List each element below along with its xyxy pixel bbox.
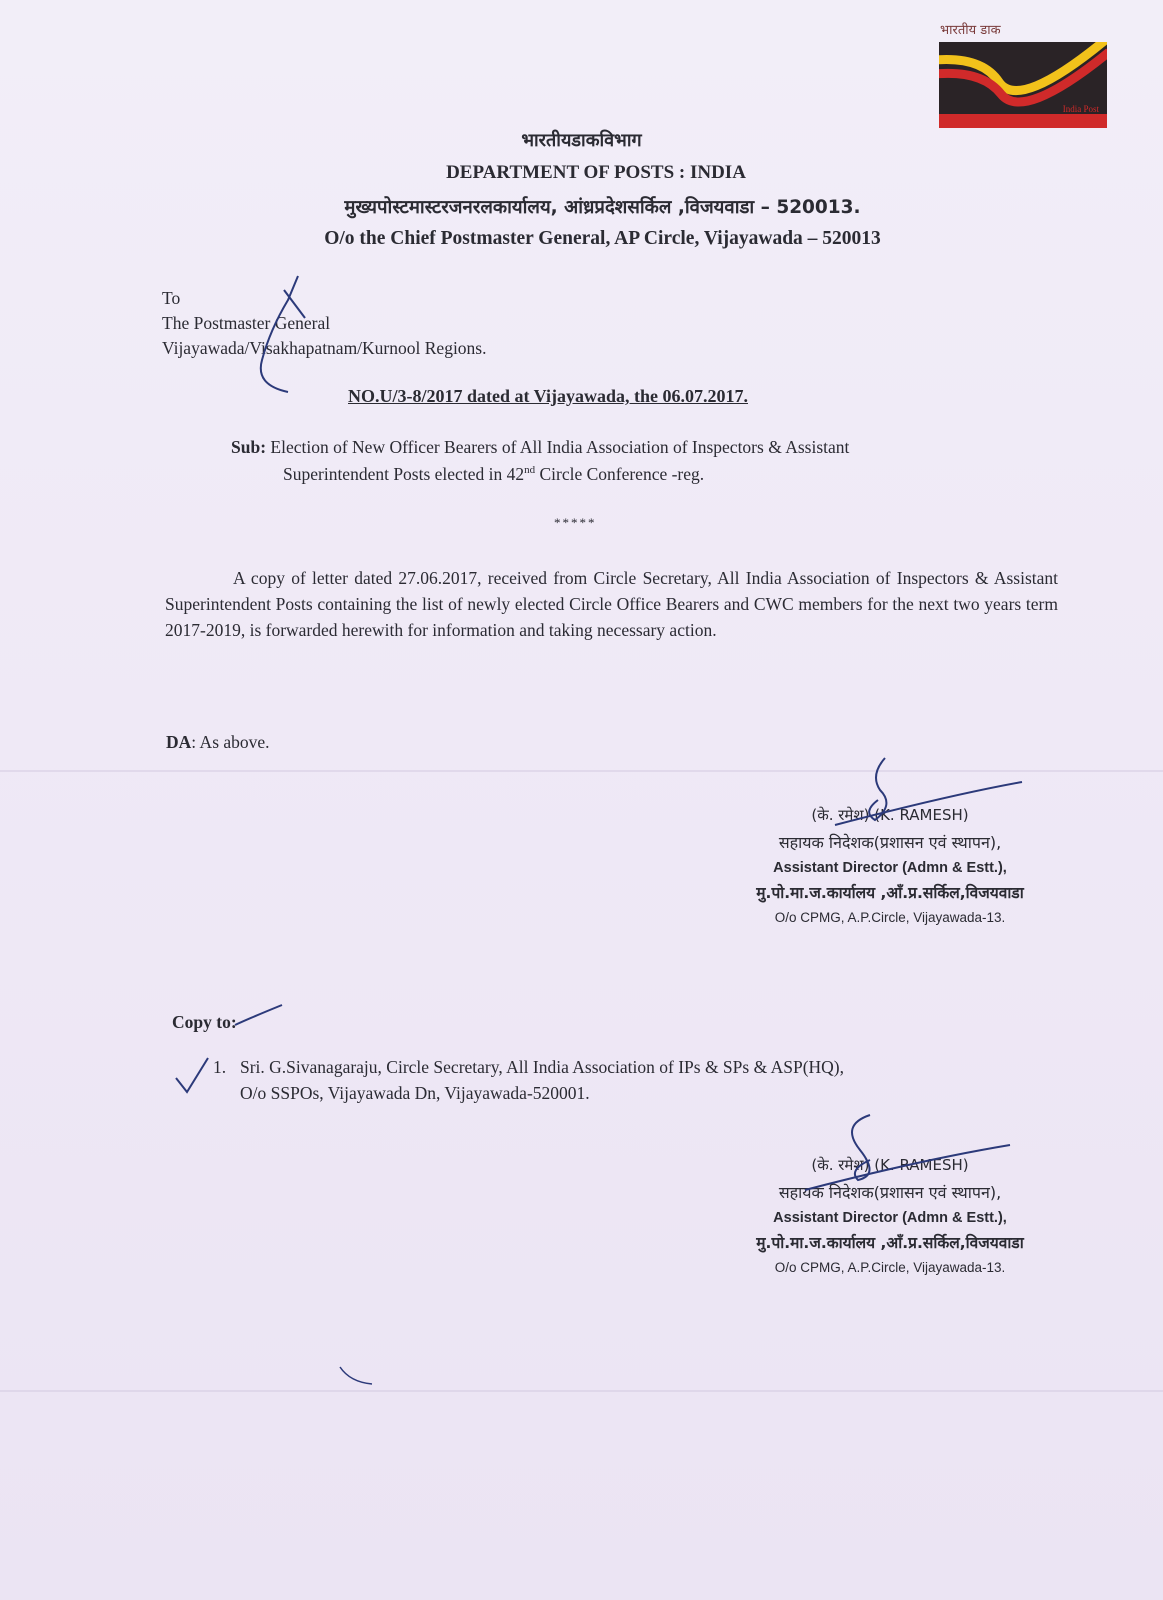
pen-stroke	[340, 1367, 372, 1384]
subject-label: Sub:	[231, 437, 267, 457]
tick-mark	[176, 1058, 208, 1092]
addressee-line-1: The Postmaster General	[162, 313, 331, 333]
addressee-line-2: Vijayawada/Visakhapatnam/Kurnool Regions.	[162, 338, 487, 358]
separator: *****	[554, 515, 597, 530]
copy-to-stroke	[235, 1005, 282, 1025]
body-paragraph: A copy of letter dated 27.06.2017, received from Circle Secretary, All India Association of Inspectors & Assistant Superintendent Posts containing the list of newly elected Circle Office Bearers and CWC members for the next two years term 2017-2019, is forwarded herewith for information and taking necessary action.	[165, 568, 1058, 640]
copy-to-label: Copy to:	[172, 1012, 237, 1032]
logo-hindi-text: भारतीय डाक	[940, 23, 1001, 38]
pen-stroke-to	[261, 276, 298, 392]
copy-item-number: 1.	[213, 1057, 227, 1077]
reference-number: NO.U/3-8/2017 dated at Vijayawada, the 06.07.2017.	[348, 386, 748, 406]
to-label: To	[162, 288, 181, 308]
office-title: O/o the Chief Postmaster General, AP Circle, Vijayawada – 520013	[324, 228, 881, 249]
signatory-name: (के. रमेश) (K. RAMESH)	[811, 806, 969, 824]
pen-stroke-to	[284, 290, 305, 318]
hindi-department-title: भारतीयडाकविभाग	[521, 130, 642, 151]
signature-stroke	[869, 758, 886, 820]
department-title: DEPARTMENT OF POSTS : INDIA	[446, 162, 746, 183]
signatory-designation: Assistant Director (Admn & Estt.),	[773, 860, 1007, 876]
signature-stroke	[852, 1115, 870, 1180]
signature-stroke	[805, 1145, 1010, 1190]
da-line: DA: As above.	[166, 732, 270, 752]
copy-item-line-2: O/o SSPOs, Vijayawada Dn, Vijayawada-520001.	[240, 1083, 590, 1103]
signatory-office: O/o CPMG, A.P.Circle, Vijayawada-13.	[774, 1260, 1006, 1275]
subject-text-1: Election of New Officer Bearers of All India Association of Inspectors & Assistant	[270, 437, 850, 457]
hindi-office-title: मुख्यपोस्टमास्टरजनरलकार्यालय, आंध्रप्रदेशसर्किल ,विजयवाडा – 520013.	[344, 197, 861, 218]
logo-english-text: India Post India Post	[1062, 104, 1099, 124]
subject-line-2: Superintendent Posts elected in 42nd Circle Conference -reg.	[283, 464, 705, 484]
signatory-hindi-designation: सहायक निदेशक(प्रशासन एवं स्थापन),	[778, 833, 1002, 852]
signatory-office: O/o CPMG, A.P.Circle, Vijayawada-13.	[774, 910, 1006, 925]
signatory-hindi-designation: सहायक निदेशक(प्रशासन एवं स्थापन),	[778, 1183, 1002, 1202]
signatory-name: (के. रमेश) (K. RAMESH)	[811, 1156, 969, 1174]
signatory-designation: Assistant Director (Admn & Estt.),	[773, 1210, 1007, 1226]
signatory-hindi-office: मु.पो.मा.ज.कार्यालय ,आँ.प्र.सर्किल,विजयवाडा	[756, 1234, 1024, 1252]
copy-item-line-1: Sri. G.Sivanagaraju, Circle Secretary, All India Association of IPs & SPs & ASP(HQ),	[240, 1057, 845, 1077]
signatory-hindi-office: मु.पो.मा.ज.कार्यालय ,आँ.प्र.सर्किल,विजयवाडा	[756, 884, 1024, 902]
signature-stroke	[835, 782, 1022, 825]
